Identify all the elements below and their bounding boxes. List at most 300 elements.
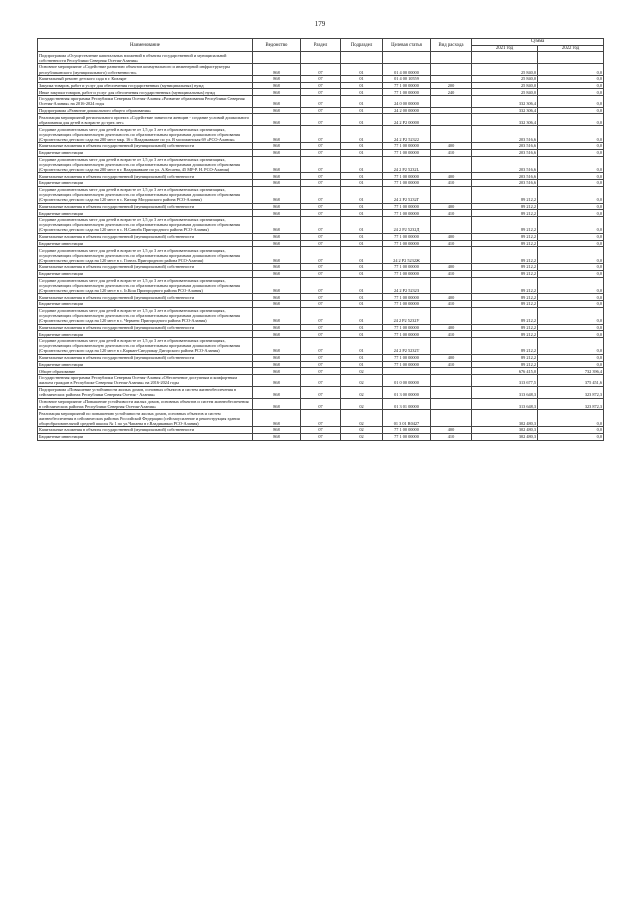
table-body (38, 52, 604, 440)
cell-vedomstvo: 868 (253, 338, 301, 355)
table-row (38, 338, 604, 355)
cell-podrazdel: 01 (341, 264, 383, 271)
cell-name: Иные закупки товаров, работ и услуг для обеспечения государственных (муниципальных) нужд (38, 89, 253, 96)
cell-podrazdel: 01 (341, 233, 383, 240)
cell-celevaya-statya: 24 2 P2 5232L (383, 156, 431, 173)
cell-podrazdel: 01 (341, 361, 383, 368)
cell-name: Бюджетные инвестиции (38, 149, 253, 156)
cell-sum-2021: 89 212,2 (472, 294, 538, 301)
cell-vid-rashoda: 400 (431, 264, 472, 271)
cell-podrazdel: 01 (341, 96, 383, 108)
cell-celevaya-statya: 77 1 00 00000 (383, 301, 431, 308)
cell-sum-2021: 89 212,2 (472, 217, 538, 234)
cell-sum-2022: 0,0 (538, 264, 604, 271)
table-row (38, 107, 604, 114)
cell-vedomstvo: 868 (253, 427, 301, 434)
cell-podrazdel: 02 (341, 374, 383, 386)
table-row (38, 217, 604, 234)
cell-celevaya-statya: 77 1 00 00000 (383, 294, 431, 301)
cell-sum-2022: 0,0 (538, 180, 604, 187)
budget-table (37, 38, 604, 441)
cell-sum-2021: 89 212,2 (472, 247, 538, 264)
table-row (38, 410, 604, 427)
cell-celevaya-statya: 24 0 00 00000 (383, 96, 431, 108)
cell-podrazdel: 02 (341, 368, 383, 375)
cell-sum-2021: 89 212,2 (472, 361, 538, 368)
cell-vedomstvo (253, 52, 301, 64)
cell-sum-2021: 313 677,5 (472, 374, 538, 386)
cell-name: Создание дополнительных мест для детей в возрасте от 1,5 до 3 лет в образовательных организациях, осуществляющих образовательную деятельность по образовательным программам дошкольного образования (Строительство детского сада на 120 мест в с. Кизляр Моздокского района РСО-Алания) (38, 186, 253, 203)
cell-celevaya-statya: 24 2 P2 52322 (383, 126, 431, 143)
cell-sum-2022: 0,0 (538, 149, 604, 156)
cell-celevaya-statya: 01 3 00 00000 (383, 386, 431, 398)
cell-name: Общее образование (38, 368, 253, 375)
cell-vid-rashoda (431, 368, 472, 375)
cell-vedomstvo: 868 (253, 264, 301, 271)
cell-podrazdel: 01 (341, 203, 383, 210)
cell-vedomstvo: 868 (253, 75, 301, 82)
cell-vedomstvo: 868 (253, 210, 301, 217)
cell-podrazdel: 01 (341, 354, 383, 361)
cell-celevaya-statya: 01 4 00 10559 (383, 75, 431, 82)
cell-sum-2021: 89 212,2 (472, 264, 538, 271)
cell-razdel: 07 (301, 186, 341, 203)
cell-name: Капитальные вложения в объекты государственной (муниципальной) собственности (38, 354, 253, 361)
cell-vid-rashoda (431, 96, 472, 108)
cell-razdel: 07 (301, 75, 341, 82)
cell-sum-2022: 0,0 (538, 233, 604, 240)
cell-name: Реализация мероприятий регионального проекта «Содействие занятости женщин - создание условий дошкольного образования для детей в возрасте до трех лет» (38, 114, 253, 126)
cell-razdel: 07 (301, 277, 341, 294)
cell-vedomstvo: 868 (253, 143, 301, 150)
table-row (38, 180, 604, 187)
cell-sum-2021: 203 516,6 (472, 156, 538, 173)
table-row (38, 82, 604, 89)
cell-name: Подпрограмма «Развитие дошкольного общего образования» (38, 107, 253, 114)
cell-vedomstvo: 868 (253, 294, 301, 301)
cell-celevaya-statya: 77 1 00 00000 (383, 270, 431, 277)
cell-name: Бюджетные инвестиции (38, 180, 253, 187)
cell-sum-2022: 0,0 (538, 427, 604, 434)
cell-name: Капитальные вложения в объекты государственной (муниципальной) собственности (38, 294, 253, 301)
cell-sum-2022: 0,0 (538, 294, 604, 301)
cell-name: Бюджетные инвестиции (38, 270, 253, 277)
cell-sum-2022: 0,0 (538, 126, 604, 143)
cell-name: Капитальные вложения в объекты государственной (муниципальной) собственности (38, 143, 253, 150)
cell-vid-rashoda (431, 410, 472, 427)
cell-celevaya-statya: 77 1 00 00000 (383, 89, 431, 96)
cell-sum-2021: 89 212,2 (472, 307, 538, 324)
table-row (38, 126, 604, 143)
table-row (38, 427, 604, 434)
cell-name: Создание дополнительных мест для детей в возрасте от 1,5 до 3 лет в образовательных организациях, осуществляющих образовательную деятельность по образовательным программам дошкольного образования (Строительство детского сада на 120 мест в с. Гизель Пригородного района РСО-Алания) (38, 247, 253, 264)
table-row (38, 264, 604, 271)
cell-sum-2022: 0,0 (538, 114, 604, 126)
table-row (38, 52, 604, 64)
cell-celevaya-statya: 77 1 00 00000 (383, 210, 431, 217)
cell-podrazdel: 01 (341, 270, 383, 277)
cell-razdel: 07 (301, 374, 341, 386)
cell-podrazdel: 01 (341, 126, 383, 143)
cell-vedomstvo: 868 (253, 368, 301, 375)
cell-podrazdel: 01 (341, 156, 383, 173)
cell-razdel: 07 (301, 247, 341, 264)
cell-sum-2021: 332 306,4 (472, 114, 538, 126)
cell-razdel: 07 (301, 203, 341, 210)
cell-sum-2022: 0,0 (538, 173, 604, 180)
cell-podrazdel: 01 (341, 338, 383, 355)
cell-sum-2022: 0,0 (538, 89, 604, 96)
table-row (38, 368, 604, 375)
cell-razdel: 07 (301, 82, 341, 89)
cell-celevaya-statya: 77 1 00 00000 (383, 149, 431, 156)
cell-podrazdel: 01 (341, 64, 383, 76)
cell-sum-2022: 0,0 (538, 324, 604, 331)
cell-name: Подпрограмма «Осуществление капитальных вложений в объекты государственной и муниципальной собственности Республики Северная Осетия-Алания» (38, 52, 253, 64)
cell-razdel: 07 (301, 301, 341, 308)
table-row (38, 96, 604, 108)
cell-sum-2022: 0,0 (538, 277, 604, 294)
cell-podrazdel: 02 (341, 386, 383, 398)
page-number: 179 (314, 20, 326, 28)
cell-celevaya-statya: 01 0 00 00000 (383, 374, 431, 386)
cell-vedomstvo: 868 (253, 82, 301, 89)
cell-name: Бюджетные инвестиции (38, 210, 253, 217)
table-row (38, 324, 604, 331)
cell-sum-2021: 302 480,3 (472, 433, 538, 440)
cell-razdel: 07 (301, 233, 341, 240)
cell-name: Государственная программа Республики Северная Осетия-Алания «Обеспечение доступным и комфортным жильем граждан в Республике Северная Осетия-Алания» на 2016-2024 годы (38, 374, 253, 386)
cell-sum-2021: 676 415,0 (472, 368, 538, 375)
cell-name: Основное мероприятие «Содействие развитию объектов коммунального и инженерной инфраструктуры республиканского (муниципального) собственности» (38, 64, 253, 76)
cell-celevaya-statya: 77 1 00 00000 (383, 354, 431, 361)
cell-vedomstvo: 868 (253, 270, 301, 277)
cell-vid-rashoda: 410 (431, 180, 472, 187)
cell-sum-2021: 89 212,2 (472, 240, 538, 247)
table-row (38, 247, 604, 264)
table-row (38, 301, 604, 308)
cell-vid-rashoda (431, 75, 472, 82)
cell-sum-2022: 0,0 (538, 210, 604, 217)
cell-vedomstvo: 868 (253, 89, 301, 96)
cell-sum-2022: 0,0 (538, 143, 604, 150)
cell-vid-rashoda (431, 217, 472, 234)
cell-sum-2021: 25 840,0 (472, 75, 538, 82)
table-row (38, 64, 604, 76)
cell-vedomstvo: 868 (253, 180, 301, 187)
cell-name: Капитальные вложения в объекты государственной (муниципальной) собственности (38, 264, 253, 271)
cell-razdel: 07 (301, 410, 341, 427)
table-row (38, 294, 604, 301)
cell-sum-2022: 0,0 (538, 107, 604, 114)
cell-razdel: 07 (301, 156, 341, 173)
table-row (38, 361, 604, 368)
cell-vedomstvo: 868 (253, 398, 301, 410)
cell-sum-2021: 313 648,3 (472, 398, 538, 410)
cell-celevaya-statya: 77 1 00 00000 (383, 143, 431, 150)
header-celevaya-statya: Целевая статья (383, 39, 431, 52)
table-row (38, 186, 604, 203)
cell-sum-2021: 89 212,2 (472, 233, 538, 240)
cell-vid-rashoda (431, 52, 472, 64)
cell-podrazdel: 01 (341, 180, 383, 187)
header-year-2021: 2021 год (472, 45, 538, 52)
cell-vid-rashoda: 410 (431, 270, 472, 277)
cell-name: Капитальные вложения в объекты государственной (муниципальной) собственности (38, 173, 253, 180)
cell-podrazdel: 01 (341, 143, 383, 150)
cell-name: Создание дополнительных мест для детей в возрасте от 1,5 до 3 лет в образовательных организациях, осуществляющих образовательную деятельность по образовательным программам дошкольного образования (Строительство детского сада на 280 мест мкр. 16 с Владикавказе по ул. В моложинская 69 «РСО-Алания» (38, 126, 253, 143)
cell-podrazdel: 02 (341, 410, 383, 427)
cell-vid-rashoda (431, 126, 472, 143)
cell-name: Капитальные вложения в объекты государственной (муниципальной) собственности (38, 427, 253, 434)
cell-sum-2021: 89 212,2 (472, 301, 538, 308)
cell-sum-2022: 0,0 (538, 240, 604, 247)
cell-celevaya-statya: 77 1 00 00000 (383, 331, 431, 338)
cell-podrazdel: 01 (341, 307, 383, 324)
cell-name: Бюджетные инвестиции (38, 301, 253, 308)
cell-vid-rashoda: 400 (431, 324, 472, 331)
cell-vid-rashoda (431, 64, 472, 76)
table-row (38, 398, 604, 410)
cell-vedomstvo: 868 (253, 96, 301, 108)
cell-podrazdel: 01 (341, 186, 383, 203)
cell-celevaya-statya: 01 4 00 00000 (383, 64, 431, 76)
cell-sum-2022: 0,0 (538, 270, 604, 277)
cell-sum-2022: 0,0 (538, 361, 604, 368)
cell-vid-rashoda: 410 (431, 331, 472, 338)
cell-sum-2022: 0,0 (538, 247, 604, 264)
cell-celevaya-statya: 24 2 00 00000 (383, 107, 431, 114)
cell-razdel: 07 (301, 114, 341, 126)
cell-razdel: 07 (301, 427, 341, 434)
header-summa: Сумма (472, 39, 604, 46)
header-razdel: Раздел (301, 39, 341, 52)
table-row (38, 149, 604, 156)
cell-vid-rashoda (431, 186, 472, 203)
header-name: Наименование (38, 39, 253, 52)
cell-sum-2021: 302 480,3 (472, 410, 538, 427)
cell-celevaya-statya: 77 1 00 00000 (383, 82, 431, 89)
cell-sum-2022: 0,0 (538, 156, 604, 173)
cell-podrazdel: 01 (341, 149, 383, 156)
cell-razdel: 07 (301, 210, 341, 217)
cell-vedomstvo: 868 (253, 331, 301, 338)
cell-razdel: 07 (301, 368, 341, 375)
cell-razdel: 07 (301, 264, 341, 271)
cell-vedomstvo: 868 (253, 301, 301, 308)
cell-celevaya-statya: 77 1 00 00000 (383, 433, 431, 440)
cell-vedomstvo: 868 (253, 149, 301, 156)
cell-sum-2021: 332 306,4 (472, 96, 538, 108)
cell-celevaya-statya: 01 3 01 00000 (383, 398, 431, 410)
cell-vedomstvo: 868 (253, 64, 301, 76)
cell-vedomstvo: 868 (253, 277, 301, 294)
cell-name: Реализация мероприятий по повышению устойчивости жилых домов, основных объектов и систем жизнеобеспечения в сейсмических районах Российской Федерации (сейсмоусиление и реконструкция здания общеобразовательной средней школы № 1 по ул.Чапаева в г.Владикавказ РСО-Алания) (38, 410, 253, 427)
cell-name: Создание дополнительных мест для детей в возрасте от 1,5 до 3 лет в образовательных организациях, осуществляющих образовательную деятельность по образовательным программам дошкольного образования (Строительство детского сада на 120 мест в с. Черменс Пригородного района РСО-Алания) (38, 307, 253, 324)
table-row (38, 75, 604, 82)
cell-razdel: 07 (301, 361, 341, 368)
cell-name: Бюджетные инвестиции (38, 331, 253, 338)
cell-vedomstvo: 868 (253, 324, 301, 331)
table-row (38, 156, 604, 173)
cell-sum-2022: 0,0 (538, 331, 604, 338)
cell-sum-2021: 332 306,4 (472, 107, 538, 114)
cell-sum-2021: 203 516,6 (472, 149, 538, 156)
cell-razdel: 07 (301, 173, 341, 180)
cell-celevaya-statya: 24 2 P2 5232З (383, 277, 431, 294)
cell-razdel: 07 (301, 149, 341, 156)
cell-vid-rashoda: 400 (431, 233, 472, 240)
cell-podrazdel: 02 (341, 398, 383, 410)
cell-razdel: 07 (301, 354, 341, 361)
cell-sum-2022: 0,0 (538, 217, 604, 234)
cell-sum-2022: 0,0 (538, 410, 604, 427)
cell-sum-2021: 89 212,2 (472, 354, 538, 361)
cell-sum-2022: 0,0 (538, 82, 604, 89)
cell-sum-2022: 0,0 (538, 354, 604, 361)
cell-name: Бюджетные инвестиции (38, 433, 253, 440)
cell-celevaya-statya: 77 1 00 00000 (383, 240, 431, 247)
table-row (38, 354, 604, 361)
table-row (38, 433, 604, 440)
table-row (38, 173, 604, 180)
table-row (38, 114, 604, 126)
cell-razdel: 07 (301, 126, 341, 143)
cell-celevaya-statya: 77 1 00 00000 (383, 427, 431, 434)
cell-vid-rashoda: 400 (431, 354, 472, 361)
cell-sum-2022: 323 872,3 (538, 398, 604, 410)
cell-name: Подпрограмма «Повышение устойчивости жилых домов, основных объектов и систем жизнеобеспечения в сейсмических районах Республики Северная Осетия - Алания» (38, 386, 253, 398)
cell-sum-2021: 89 212,2 (472, 210, 538, 217)
cell-sum-2022: 0,0 (538, 338, 604, 355)
cell-celevaya-statya: 24 2 P2 5232У (383, 307, 431, 324)
cell-razdel: 07 (301, 143, 341, 150)
header-vedomstvo: Ведомство (253, 39, 301, 52)
cell-podrazdel: 01 (341, 240, 383, 247)
cell-vid-rashoda: 410 (431, 301, 472, 308)
cell-sum-2021: 25 840,0 (472, 89, 538, 96)
cell-vedomstvo: 868 (253, 307, 301, 324)
cell-vedomstvo: 868 (253, 247, 301, 264)
cell-sum-2022: 0,0 (538, 307, 604, 324)
cell-vid-rashoda (431, 114, 472, 126)
cell-podrazdel: 01 (341, 75, 383, 82)
cell-razdel: 07 (301, 331, 341, 338)
cell-name: Капитальные вложения в объекты государственной (муниципальной) собственности (38, 233, 253, 240)
cell-sum-2022 (538, 52, 604, 64)
cell-podrazdel: 01 (341, 82, 383, 89)
cell-razdel: 07 (301, 398, 341, 410)
cell-vid-rashoda: 410 (431, 361, 472, 368)
table-row (38, 277, 604, 294)
cell-vid-rashoda (431, 277, 472, 294)
cell-vedomstvo: 868 (253, 203, 301, 210)
cell-sum-2021: 89 212,2 (472, 277, 538, 294)
header-podrazdel: Подраздел (341, 39, 383, 52)
cell-celevaya-statya: 24 2 P2 5232Т (383, 338, 431, 355)
cell-vedomstvo: 868 (253, 107, 301, 114)
cell-celevaya-statya: 77 1 00 00000 (383, 180, 431, 187)
cell-podrazdel: 01 (341, 247, 383, 264)
cell-vedomstvo: 868 (253, 173, 301, 180)
cell-sum-2021 (472, 52, 538, 64)
cell-razdel: 07 (301, 270, 341, 277)
cell-razdel: 07 (301, 294, 341, 301)
cell-vid-rashoda: 410 (431, 433, 472, 440)
cell-vid-rashoda (431, 156, 472, 173)
cell-vedomstvo: 868 (253, 233, 301, 240)
cell-celevaya-statya: 24 2 P2 5232Д (383, 217, 431, 234)
cell-sum-2022: 732 396,4 (538, 368, 604, 375)
table-row (38, 374, 604, 386)
cell-sum-2021: 89 212,2 (472, 331, 538, 338)
cell-sum-2021: 89 212,2 (472, 324, 538, 331)
cell-vid-rashoda (431, 374, 472, 386)
cell-name: Капитальный ремонт детского сада в г. Кизляре (38, 75, 253, 82)
cell-celevaya-statya: 24 2 P2 5232Г (383, 186, 431, 203)
cell-sum-2021: 89 212,2 (472, 270, 538, 277)
cell-podrazdel: 01 (341, 324, 383, 331)
cell-sum-2022: 0,0 (538, 301, 604, 308)
cell-sum-2021: 313 648,3 (472, 386, 538, 398)
cell-vedomstvo: 868 (253, 354, 301, 361)
cell-celevaya-statya (383, 52, 431, 64)
cell-vedomstvo: 868 (253, 114, 301, 126)
table-header (38, 39, 604, 52)
cell-sum-2021: 25 840,0 (472, 64, 538, 76)
cell-vid-rashoda (431, 386, 472, 398)
cell-vedomstvo: 868 (253, 361, 301, 368)
header-year-2022: 2022 год (538, 45, 604, 52)
cell-razdel: 07 (301, 324, 341, 331)
table-row (38, 203, 604, 210)
table-row (38, 89, 604, 96)
cell-vid-rashoda: 200 (431, 82, 472, 89)
cell-vid-rashoda (431, 307, 472, 324)
cell-sum-2021: 203 516,6 (472, 143, 538, 150)
table-row (38, 386, 604, 398)
cell-vedomstvo: 868 (253, 410, 301, 427)
cell-name: Создание дополнительных мест для детей в возрасте от 1,5 до 3 лет в образовательных организациях, осуществляющих образовательную деятельность по образовательным программам дошкольного образования (Строительство детского сада на 120 мест в с. Ir.Кош Пригородного района РСО-Алания) (38, 277, 253, 294)
cell-name: Закупка товаров, работ и услуг для обеспечения государственных (муниципальных) нужд (38, 82, 253, 89)
cell-podrazdel: 02 (341, 433, 383, 440)
cell-celevaya-statya: 77 1 00 00000 (383, 264, 431, 271)
cell-name: Государственная программа Республики Северная Осетия-Алания «Развитие образования Республики Северная Осетия-Алания» на 2016-2024 годы (38, 96, 253, 108)
cell-podrazdel (341, 52, 383, 64)
cell-sum-2022: 323 872,3 (538, 386, 604, 398)
cell-sum-2021: 203 516,6 (472, 126, 538, 143)
cell-celevaya-statya (383, 368, 431, 375)
cell-vid-rashoda: 400 (431, 143, 472, 150)
cell-vid-rashoda: 400 (431, 203, 472, 210)
cell-sum-2022: 0,0 (538, 433, 604, 440)
cell-vid-rashoda: 400 (431, 427, 472, 434)
cell-celevaya-statya: 77 1 00 00000 (383, 203, 431, 210)
table-row (38, 331, 604, 338)
cell-razdel: 07 (301, 96, 341, 108)
cell-sum-2021: 25 840,0 (472, 82, 538, 89)
cell-vid-rashoda: 400 (431, 294, 472, 301)
cell-podrazdel: 02 (341, 427, 383, 434)
cell-podrazdel: 01 (341, 210, 383, 217)
table-row (38, 240, 604, 247)
cell-celevaya-statya: 01 3 01 R0427 (383, 410, 431, 427)
cell-razdel (301, 52, 341, 64)
header-vid-rashoda: Вид расхода (431, 39, 472, 52)
cell-name: Капитальные вложения в объекты государственной (муниципальной) собственности (38, 324, 253, 331)
cell-vid-rashoda: 410 (431, 240, 472, 247)
cell-sum-2021: 302 480,3 (472, 427, 538, 434)
